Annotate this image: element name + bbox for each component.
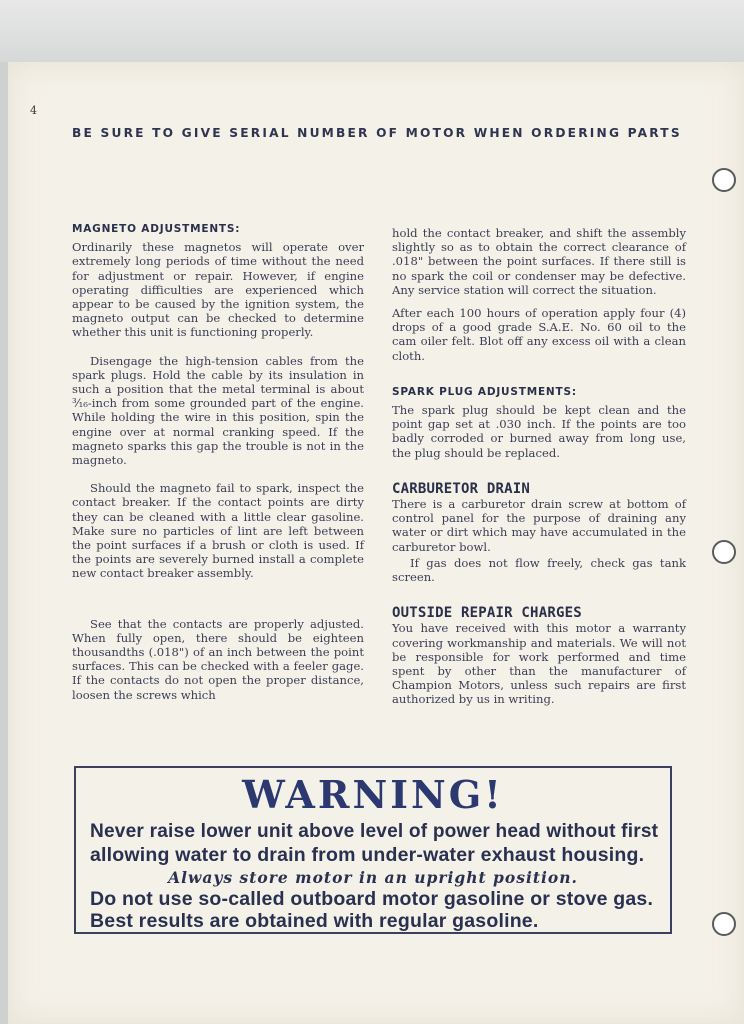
oil-paragraph: After each 100 hours of operation apply four (4) drops of a good grade S.A.E. No. 60 oil to the cam oiler felt. Blot off any excess oil with a clean cloth. — [392, 306, 686, 363]
magneto-paragraph-3: Should the magneto fail to spark, inspect the contact breaker. If the contact points are dirty they can be cleaned with a little clear gasoline. Make sure no particles of lint are left between the point surfaces if a brush or cloth is used. If the points are severely burned install a complete new contact breaker assembly. — [72, 481, 364, 581]
spark-plug-paragraph: The spark plug should be kept clean and the point gap set at .030 inch. If the points are too badly corroded or burned away from long use, the plug should be replaced. — [392, 403, 686, 460]
page-banner: BE SURE TO GIVE SERIAL NUMBER OF MOTOR WHEN ORDERING PARTS — [72, 126, 682, 140]
left-column — [72, 222, 364, 711]
warning-line-2: allowing water to drain from under-water exhaust housing. — [90, 844, 645, 866]
binder-hole-top — [712, 168, 736, 192]
page-number: 4 — [30, 104, 37, 117]
carburetor-paragraph: There is a carburetor drain screw at bottom of control panel for the purpose of draining any water or dirt which may have accumulated in the carburetor bowl. — [392, 497, 686, 554]
contact-breaker-paragraph: hold the contact breaker, and shift the assembly slightly so as to obtain the correct clearance of .018" between the point surfaces. If there still is no spark the coil or condenser may be defective. Any service station will correct the situation. — [392, 226, 686, 297]
spark-plug-heading: SPARK PLUG ADJUSTMENTS: — [392, 385, 577, 398]
repair-charges-paragraph: You have received with this motor a warranty covering workmanship and materials. We will not be responsible for work performed and time spent by other than the manufacturer of Champion Motors, unless such repairs are first authorized by us in writing. — [392, 621, 686, 707]
warning-line-1: Never raise lower unit above level of power head without first — [90, 820, 659, 842]
binder-hole-middle — [712, 540, 736, 564]
scan-background — [0, 0, 744, 62]
warning-title: WARNING! — [242, 772, 504, 817]
magneto-heading: MAGNETO ADJUSTMENTS: — [72, 223, 241, 235]
repair-charges-heading: OUTSIDE REPAIR CHARGES — [392, 605, 582, 622]
warning-line-5: Best results are obtained with regular gasoline. — [90, 910, 539, 932]
carburetor-paragraph-2: If gas does not flow freely, check gas tank screen. — [392, 555, 686, 585]
magneto-paragraph-2: Disengage the high-tension cables from the spark plugs. Hold the cable by its insulation in such a position that the metal terminal is about ³⁄₁₆-inch from some grounded part of the engine. While holding the wire in this position, spin the engine over at normal cranking speed. If the magneto sparks this gap the trouble is not in the magneto. — [72, 353, 364, 468]
warning-line-3: Always store motor in an upright position. — [168, 868, 578, 887]
binder-hole-bottom — [712, 912, 736, 936]
carburetor-heading: CARBURETOR DRAIN — [392, 480, 531, 497]
magneto-paragraph-1: Ordinarily these magnetos will operate over extremely long periods of time without the need for adjustment or repair. However, if engine operating difficulties are experienced which appear to be caused by the ignition system, the magneto output can be checked to determine whether this unit is functioning properly. — [72, 240, 364, 340]
right-column — [392, 226, 686, 716]
warning-line-4: Do not use so-called outboard motor gasoline or stove gas. — [90, 888, 654, 910]
magneto-paragraph-4: See that the contacts are properly adjusted. When fully open, there should be eighteen thousandths (.018") of an inch between the point surfaces. This can be checked with a feeler gage. If the contacts do not open the proper distance, loosen the screws which — [72, 616, 364, 702]
warning-box — [74, 766, 672, 934]
